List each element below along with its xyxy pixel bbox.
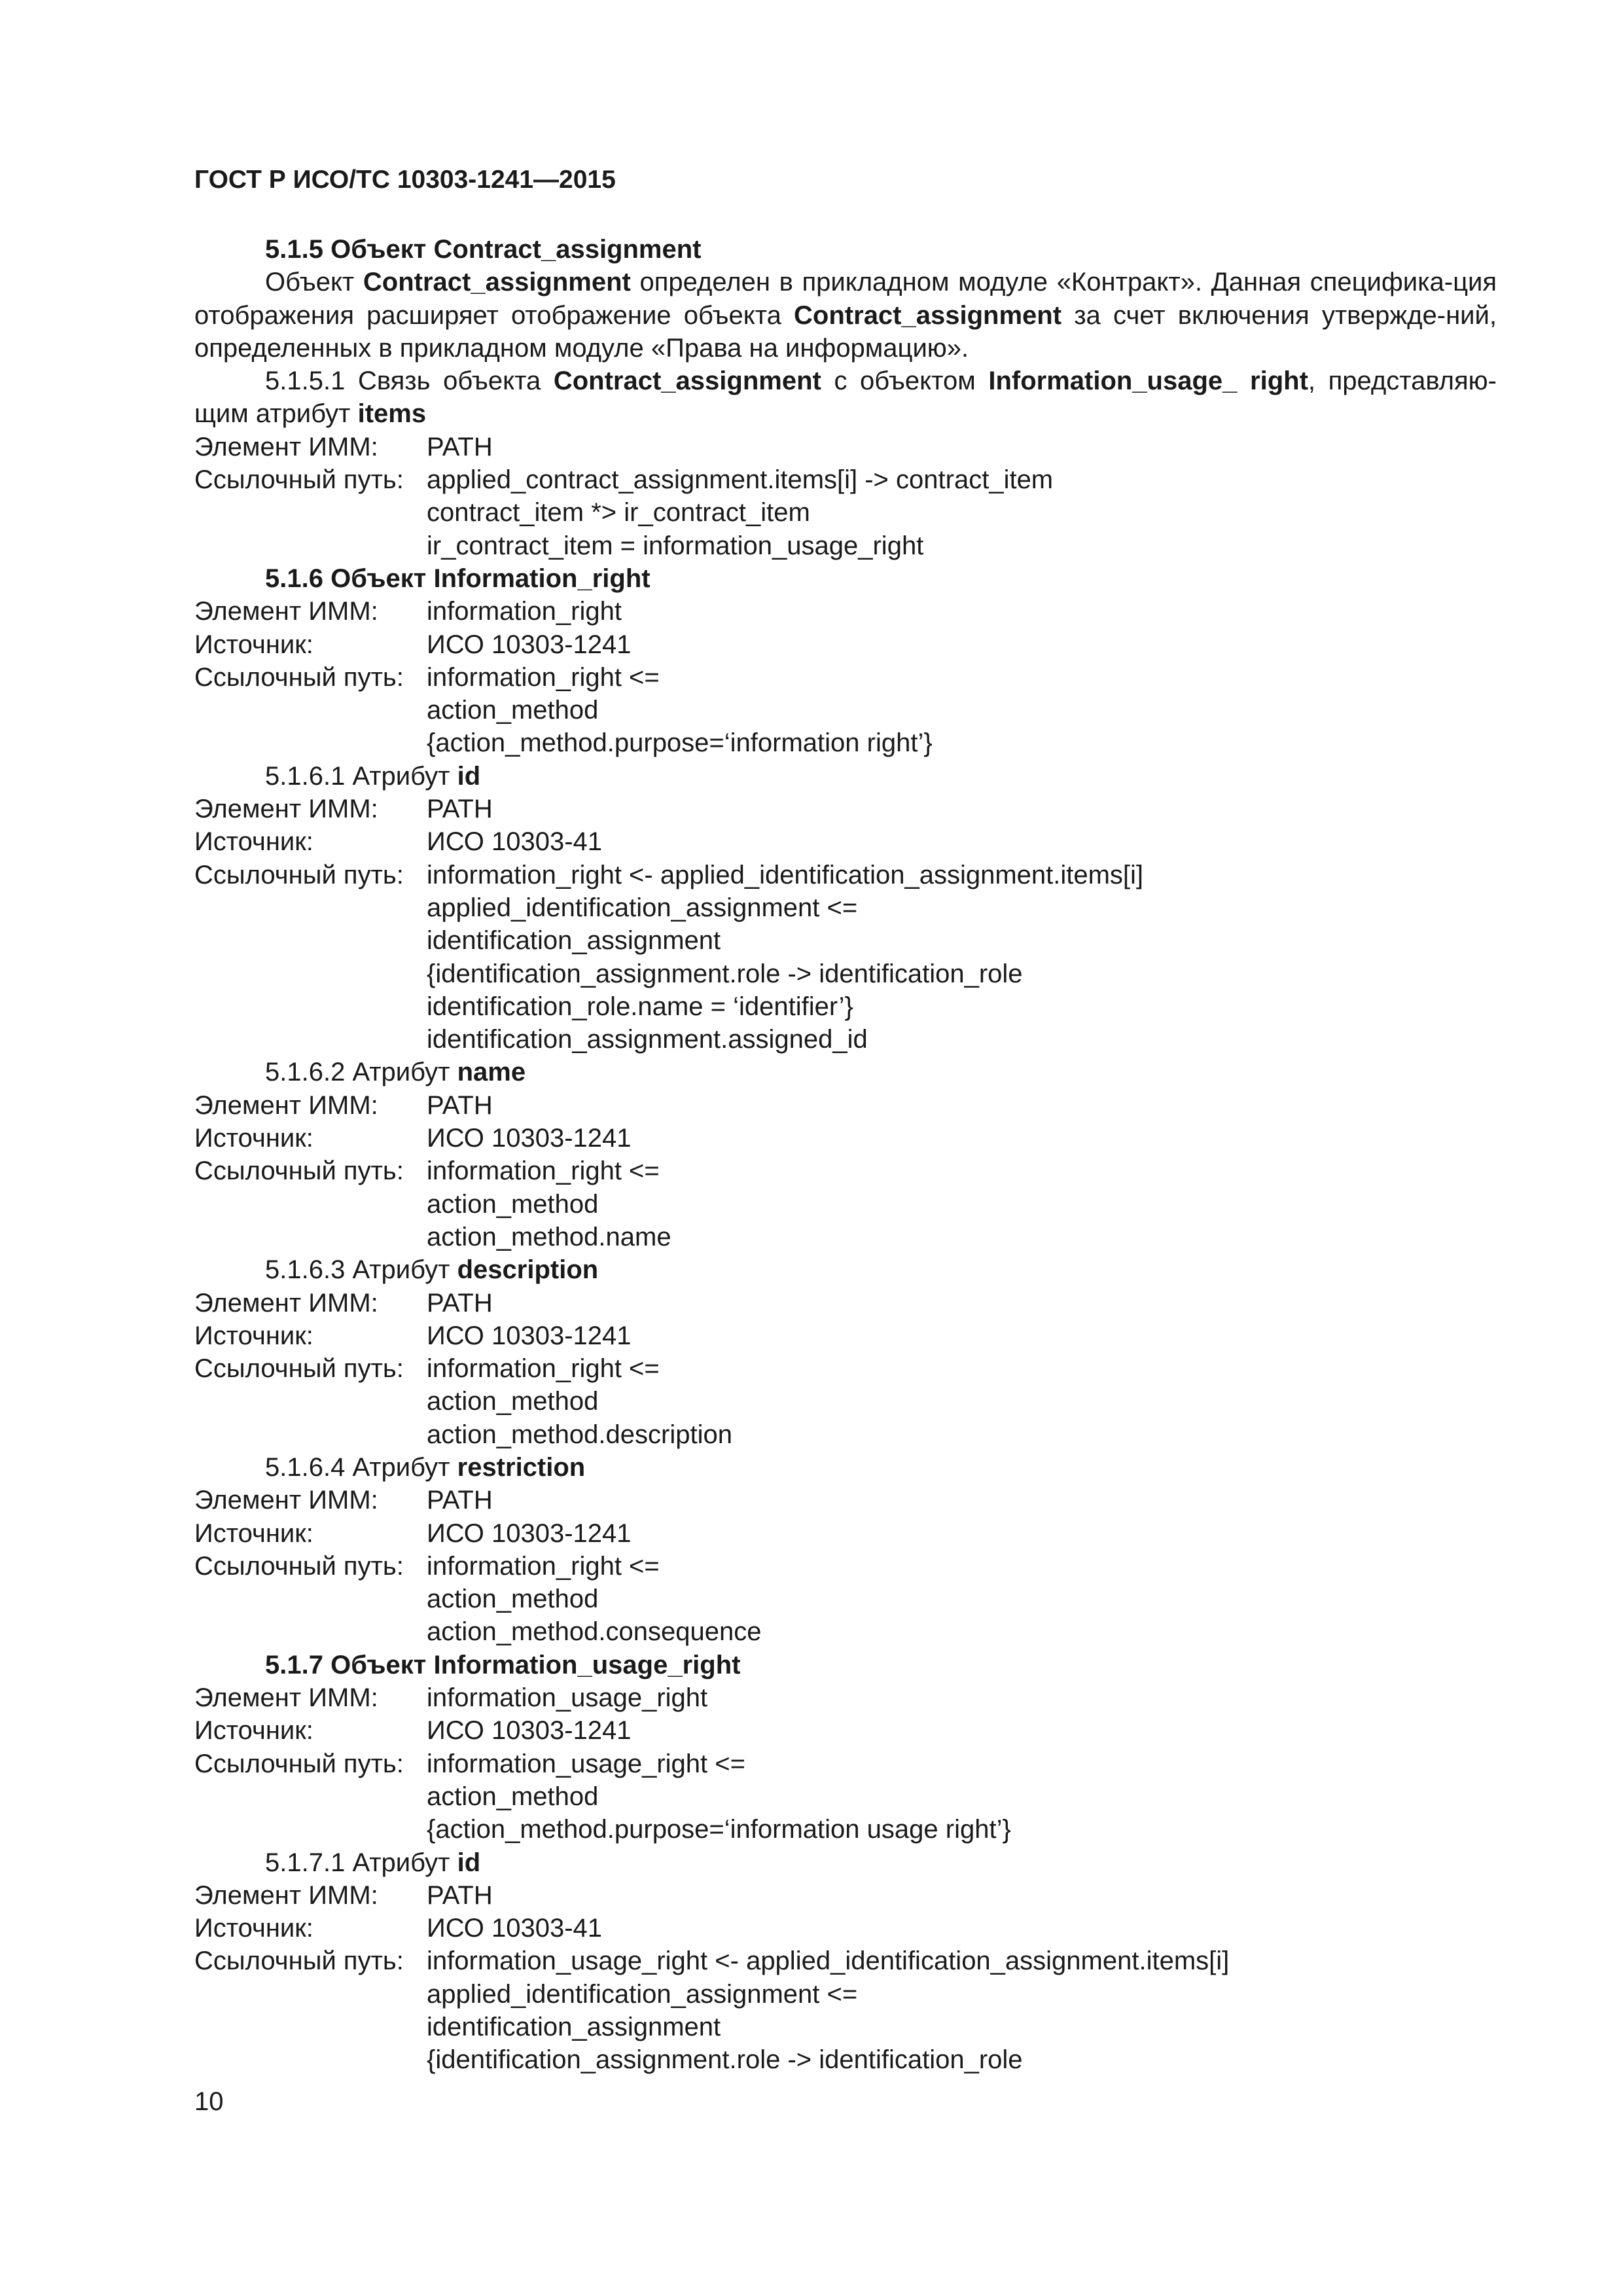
element-label: Элемент ИММ: (194, 795, 378, 824)
path-row (194, 1748, 1497, 1780)
source-value: ИСО 10303-1241 (427, 1124, 632, 1153)
element-value: information_right (427, 597, 622, 626)
source-row (194, 1912, 1497, 1945)
path-line: information_right <= (427, 1157, 660, 1186)
subsection-5-1-5-1-heading: 5.1.5.1 Связь объекта Contract_assignment с объектом Information_usage_ right, представляю-щим атрибут items (194, 367, 1497, 429)
path-line: applied_identification_assignment <= (427, 1979, 858, 2009)
path-row (194, 859, 1497, 891)
document-header: ГОСТ Р ИСО/ТС 10303-1241—2015 (194, 166, 616, 194)
element-value: PATH (427, 1880, 493, 1910)
section-heading-5-1-7: 5.1.7 Объект Information_usage_right (265, 1650, 741, 1679)
element-row (194, 1287, 1497, 1319)
path-label: Ссылочный путь: (194, 1946, 404, 1976)
document-body (194, 233, 1497, 2077)
section-heading-5-1-5: 5.1.5 Объект Contract_assignment (265, 235, 702, 264)
source-value: ИСО 10303-1241 (427, 1716, 632, 1746)
path-line: {action_method.purpose=‘information usage right’} (427, 1815, 1011, 1844)
page-number: 10 (194, 2087, 224, 2116)
path-label: Ссылочный путь: (194, 662, 404, 692)
element-label: Элемент ИММ: (194, 432, 378, 461)
path-line: information_right <- applied_identification_assignment.items[i] (427, 860, 1144, 889)
element-value: PATH (427, 1288, 493, 1318)
source-label: Источник: (194, 1124, 313, 1153)
path-line: action_method.description (427, 1420, 732, 1449)
source-value: ИСО 10303-1241 (427, 1518, 632, 1548)
path-line: applied_identification_assignment <= (427, 893, 858, 922)
path-label: Ссылочный путь: (194, 1354, 404, 1384)
element-row (194, 595, 1497, 628)
attribute-heading-5-1-6-1: 5.1.6.1 Атрибут id (265, 761, 481, 791)
attribute-heading-5-1-6-2: 5.1.6.2 Атрибут name (265, 1058, 526, 1087)
path-line: ir_contract_item = information_usage_right (427, 531, 924, 560)
attribute-heading-5-1-7-1: 5.1.7.1 Атрибут id (265, 1848, 481, 1877)
path-label: Ссылочный путь: (194, 465, 404, 495)
element-label: Элемент ИММ: (194, 1288, 378, 1318)
source-label: Источник: (194, 827, 313, 857)
source-value: ИСО 10303-41 (427, 827, 603, 857)
element-value: PATH (427, 795, 493, 824)
element-value: PATH (427, 1090, 493, 1120)
source-label: Источник: (194, 1716, 313, 1746)
path-line: identification_assignment (427, 926, 721, 956)
source-label: Источник: (194, 1518, 313, 1548)
path-line: action_method.consequence (427, 1617, 762, 1647)
path-row (194, 1155, 1497, 1187)
path-row (194, 661, 1497, 694)
attribute-heading-5-1-6-4: 5.1.6.4 Атрибут restriction (265, 1452, 586, 1482)
element-row (194, 431, 1497, 463)
source-label: Источник: (194, 1914, 313, 1943)
source-value: ИСО 10303-41 (427, 1914, 603, 1943)
path-row (194, 1945, 1497, 1977)
source-value: ИСО 10303-1241 (427, 630, 632, 659)
path-line: action_method (427, 1782, 599, 1811)
path-line: identification_assignment (427, 2013, 721, 2042)
element-value: PATH (427, 432, 493, 461)
element-value: information_usage_right (427, 1683, 708, 1713)
element-row (194, 1089, 1497, 1122)
source-label: Источник: (194, 1321, 313, 1350)
path-line: action_method (427, 1387, 599, 1416)
source-value: ИСО 10303-1241 (427, 1321, 632, 1350)
path-line: action_method (427, 696, 599, 725)
element-label: Элемент ИММ: (194, 597, 378, 626)
path-line: information_usage_right <= (427, 1749, 745, 1778)
path-row (194, 1352, 1497, 1385)
element-label: Элемент ИММ: (194, 1880, 378, 1910)
element-label: Элемент ИММ: (194, 1090, 378, 1120)
path-label: Ссылочный путь: (194, 1551, 404, 1581)
source-row (194, 1714, 1497, 1747)
element-row (194, 1484, 1497, 1516)
path-line: information_right <= (427, 1354, 660, 1384)
element-row (194, 1681, 1497, 1714)
path-row (194, 463, 1497, 496)
path-label: Ссылочный путь: (194, 1749, 404, 1778)
path-line: {identification_assignment.role -> identification_role (427, 959, 1023, 988)
path-line: {identification_assignment.role -> identification_role (427, 2045, 1023, 2075)
source-label: Источник: (194, 630, 313, 659)
source-row (194, 1517, 1497, 1550)
path-line: identification_assignment.assigned_id (427, 1025, 868, 1054)
path-line: contract_item *> ir_contract_item (427, 498, 810, 528)
element-row (194, 793, 1497, 825)
path-line: action_method (427, 1189, 599, 1219)
element-label: Элемент ИММ: (194, 1486, 378, 1515)
section-5-1-5-intro: Объект Contract_assignment определен в прикладном модуле «Контракт». Данная специфика-ция отображения расширяет отображение объекта Contract_assignment за счет включения утвержде-ний, определенных в прикладном модуле «Права на информацию». (194, 268, 1497, 363)
path-label: Ссылочный путь: (194, 860, 404, 889)
path-line: applied_contract_assignment.items[i] -> contract_item (427, 465, 1054, 495)
element-label: Элемент ИММ: (194, 1683, 378, 1713)
path-line: identification_role.name = ‘identifier’} (427, 992, 853, 1021)
path-line: {action_method.purpose=‘information right’} (427, 728, 933, 758)
source-row (194, 825, 1497, 858)
path-label: Ссылочный путь: (194, 1157, 404, 1186)
path-line: information_usage_right <- applied_identification_assignment.items[i] (427, 1946, 1230, 1976)
path-line: action_method (427, 1585, 599, 1614)
path-row (194, 1550, 1497, 1583)
attribute-heading-5-1-6-3: 5.1.6.3 Атрибут description (265, 1255, 599, 1285)
section-heading-5-1-6: 5.1.6 Объект Information_right (265, 564, 651, 593)
path-line: information_right <= (427, 1551, 660, 1581)
source-row (194, 1122, 1497, 1155)
source-row (194, 1319, 1497, 1352)
path-line: information_right <= (427, 662, 660, 692)
path-line: action_method.name (427, 1222, 671, 1251)
source-row (194, 628, 1497, 661)
element-value: PATH (427, 1486, 493, 1515)
element-row (194, 1879, 1497, 1912)
